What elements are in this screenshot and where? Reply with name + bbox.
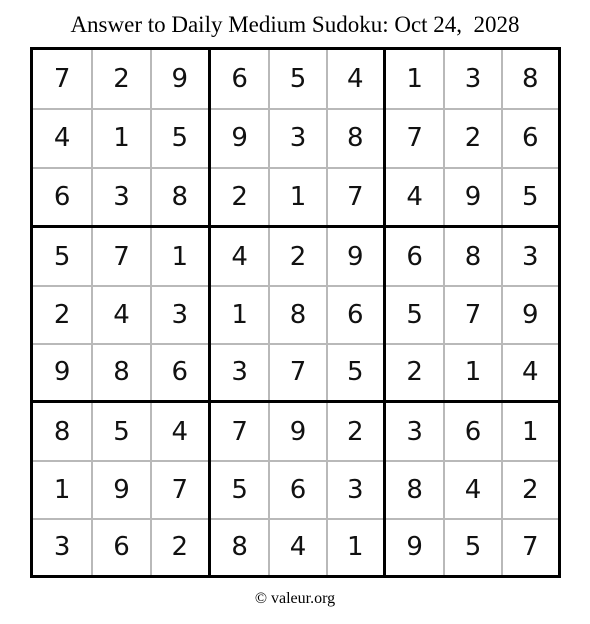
- sudoku-cell: 5: [91, 403, 149, 460]
- sudoku-cell: 6: [443, 403, 500, 460]
- sudoku-box: [33, 225, 208, 400]
- sudoku-cell: 3: [406, 416, 423, 447]
- sudoku-cell: 2: [443, 108, 500, 166]
- sudoku-cell: 2: [91, 50, 149, 108]
- sudoku-cell: 4: [501, 343, 558, 400]
- sudoku-box: [208, 225, 383, 400]
- sudoku-cell: 3: [33, 518, 91, 575]
- sudoku-cell: 1: [326, 518, 383, 575]
- sudoku-cell: 8: [501, 50, 558, 108]
- sudoku-cell: 7: [443, 285, 500, 342]
- sudoku-cell: 5: [53, 241, 71, 272]
- sudoku-cell: 5: [443, 518, 500, 575]
- sudoku-cell: 4: [231, 241, 248, 272]
- sudoku-cell: 1: [406, 64, 423, 95]
- sudoku-cell: 6: [326, 285, 383, 342]
- sudoku-cell: 4: [326, 50, 383, 108]
- sudoku-cell: 1: [150, 228, 208, 285]
- sudoku-box: [208, 50, 383, 225]
- sudoku-cell: 2: [211, 167, 268, 225]
- sudoku-cell: 5: [211, 460, 268, 517]
- sudoku-cell: 4: [386, 167, 443, 225]
- sudoku-cell: 5: [386, 285, 443, 342]
- sudoku-cell: 8: [211, 518, 268, 575]
- sudoku-cell: 7: [150, 460, 208, 517]
- sudoku-cell: 1: [211, 285, 268, 342]
- sudoku-box: [33, 400, 208, 575]
- sudoku-cell: 8: [91, 343, 149, 400]
- sudoku-cell: 2: [268, 228, 325, 285]
- sudoku-box: [383, 50, 558, 225]
- sudoku-cell: 3: [150, 285, 208, 342]
- sudoku-cell: 9: [443, 167, 500, 225]
- sudoku-cell: 9: [268, 403, 325, 460]
- sudoku-cell: 1: [501, 403, 558, 460]
- sudoku-cell: 6: [150, 343, 208, 400]
- sudoku-cell: 8: [443, 228, 500, 285]
- sudoku-cell: 3: [268, 108, 325, 166]
- sudoku-cell: 7: [91, 228, 149, 285]
- sudoku-cell: 4: [150, 403, 208, 460]
- sudoku-cell: 2: [33, 285, 91, 342]
- sudoku-cell: 7: [501, 518, 558, 575]
- sudoku-cell: 2: [326, 403, 383, 460]
- sudoku-cell: 6: [501, 108, 558, 166]
- sudoku-cell: 3: [326, 460, 383, 517]
- sudoku-cell: 2: [386, 343, 443, 400]
- sudoku-cell: 8: [268, 285, 325, 342]
- sudoku-cell: 7: [268, 343, 325, 400]
- sudoku-cell: 1: [268, 167, 325, 225]
- sudoku-box: [208, 400, 383, 575]
- sudoku-cell: 1: [33, 460, 91, 517]
- sudoku-cell: 7: [386, 108, 443, 166]
- sudoku-cell: 2: [501, 460, 558, 517]
- sudoku-cell: 9: [33, 343, 91, 400]
- sudoku-cell: 9: [386, 518, 443, 575]
- sudoku-cell: 8: [150, 167, 208, 225]
- sudoku-cell: 5: [501, 167, 558, 225]
- sudoku-cell: 9: [211, 108, 268, 166]
- sudoku-cell: 9: [326, 228, 383, 285]
- sudoku-cell: 3: [443, 50, 500, 108]
- sudoku-cell: 1: [443, 343, 500, 400]
- sudoku-box: [33, 50, 208, 225]
- sudoku-cell: 6: [91, 518, 149, 575]
- sudoku-cell: 4: [33, 108, 91, 166]
- sudoku-cell: 3: [501, 228, 558, 285]
- sudoku-cell: 6: [33, 167, 91, 225]
- sudoku-cell: 7: [53, 64, 71, 95]
- sudoku-cell: 1: [91, 108, 149, 166]
- sudoku-cell: 9: [150, 50, 208, 108]
- sudoku-cell: 4: [91, 285, 149, 342]
- sudoku-cell: 5: [150, 108, 208, 166]
- copyright-footer: © valeur.org: [254, 590, 336, 607]
- sudoku-cell: 3: [211, 343, 268, 400]
- sudoku-board: [30, 47, 561, 578]
- sudoku-cell: 6: [268, 460, 325, 517]
- sudoku-cell: 5: [268, 50, 325, 108]
- sudoku-cell: 7: [326, 167, 383, 225]
- puzzle-title: Answer to Daily Medium Sudoku: Oct 24, 2028: [70, 12, 520, 37]
- sudoku-cell: 8: [386, 460, 443, 517]
- sudoku-cell: 4: [443, 460, 500, 517]
- sudoku-cell: 6: [406, 241, 423, 272]
- sudoku-cell: 4: [268, 518, 325, 575]
- sudoku-cell: 9: [501, 285, 558, 342]
- sudoku-cell: 5: [326, 343, 383, 400]
- sudoku-cell: 6: [231, 64, 248, 95]
- sudoku-cell: 8: [326, 108, 383, 166]
- sudoku-cell: 2: [150, 518, 208, 575]
- sudoku-cell: 9: [91, 460, 149, 517]
- sudoku-cell: 8: [53, 416, 71, 447]
- sudoku-cell: 3: [91, 167, 149, 225]
- sudoku-box: [383, 400, 558, 575]
- sudoku-cell: 7: [231, 416, 248, 447]
- sudoku-box: [383, 225, 558, 400]
